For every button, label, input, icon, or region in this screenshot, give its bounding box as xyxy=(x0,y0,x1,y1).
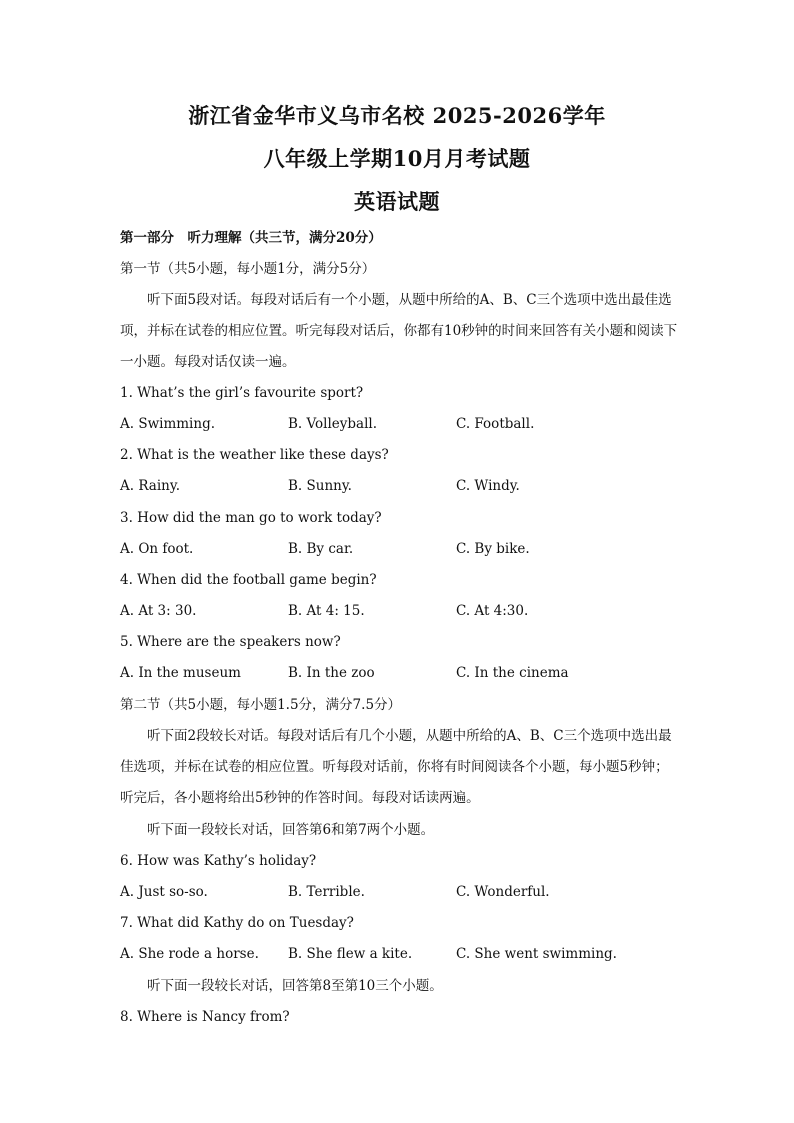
question-6-options xyxy=(120,882,680,902)
option-a: A. In the museum xyxy=(120,665,241,681)
question-7-options xyxy=(120,944,680,964)
option-c: C. Wonderful. xyxy=(456,884,550,900)
part-1-heading: 第一部分 听力理解（共三节，满分20分） xyxy=(120,230,382,246)
exam-title-line-1: 浙江省金华市义乌市名校 2025-2026学年 xyxy=(188,103,606,128)
question-3-options xyxy=(120,539,680,559)
option-c: C. In the cinema xyxy=(456,665,569,681)
exam-title-line-3: 英语试题 xyxy=(354,189,440,214)
option-c: C. Windy. xyxy=(456,478,520,494)
question-8: 8. Where is Nancy from? xyxy=(120,1009,290,1025)
option-c: C. By bike. xyxy=(456,541,530,557)
question-5: 5. Where are the speakers now? xyxy=(120,634,341,650)
section-2-note-1: 听下面一段较长对话，回答第6和第7两个小题。 xyxy=(147,822,435,838)
question-6: 6. How was Kathy’s holiday? xyxy=(120,853,317,869)
question-2-options xyxy=(120,476,680,496)
section-1-heading: 第一节（共5小题，每小题1分，满分5分） xyxy=(120,261,376,277)
option-b: B. By car. xyxy=(288,541,354,557)
question-1-options xyxy=(120,414,680,434)
section-2-note-2: 听下面一段较长对话，回答第8至第10三个小题。 xyxy=(147,978,443,994)
option-a: A. Rainy. xyxy=(120,478,180,494)
option-c: C. She went swimming. xyxy=(456,946,617,962)
question-4-options xyxy=(120,601,680,621)
option-a: A. She rode a horse. xyxy=(120,946,259,962)
option-a: A. At 3: 30. xyxy=(120,603,197,619)
section-1-instructions: 听下面5段对话。每段对话后有一个小题，从题中所给的A、B、C三个选项中选出最佳选项，并标在试卷的相应位置。听完每段对话后，你都有10秒钟的时间来回答有关小题和阅读下一小题。每段对话仅读一遍。 xyxy=(120,292,678,370)
option-b: B. Sunny. xyxy=(288,478,352,494)
option-c: C. At 4:30. xyxy=(456,603,529,619)
option-a: A. Swimming. xyxy=(120,416,216,432)
option-b: B. She flew a kite. xyxy=(288,946,413,962)
option-b: B. In the zoo xyxy=(288,665,375,681)
question-1: 1. What’s the girl’s favourite sport? xyxy=(120,385,364,401)
question-7: 7. What did Kathy do on Tuesday? xyxy=(120,915,354,931)
question-3: 3. How did the man go to work today? xyxy=(120,510,382,526)
option-b: B. Volleyball. xyxy=(288,416,378,432)
question-2: 2. What is the weather like these days? xyxy=(120,447,389,463)
question-4: 4. When did the football game begin? xyxy=(120,572,377,588)
option-a: A. On foot. xyxy=(120,541,194,557)
section-2-heading: 第二节（共5小题，每小题1.5分，满分7.5分） xyxy=(120,697,402,713)
option-b: B. At 4: 15. xyxy=(288,603,365,619)
option-a: A. Just so-so. xyxy=(120,884,208,900)
option-c: C. Football. xyxy=(456,416,535,432)
question-5-options xyxy=(120,663,680,683)
option-b: B. Terrible. xyxy=(288,884,365,900)
section-2-instructions: 听下面2段较长对话。每段对话后有几个小题，从题中所给的A、B、C三个选项中选出最佳选项，并标在试卷的相应位置。听每段对话前，你将有时间阅读各个小题，每小题5秒钟；听完后，各小题将给出5秒钟的作答时间。每段对话读两遍。 xyxy=(120,728,672,806)
exam-title-line-2: 八年级上学期10月月考试题 xyxy=(263,146,531,171)
